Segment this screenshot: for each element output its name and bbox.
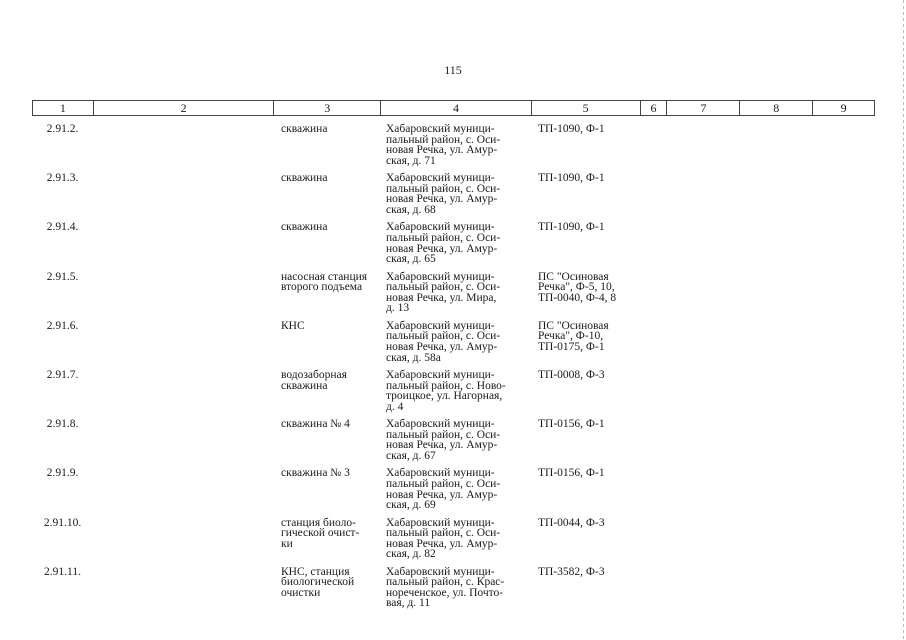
object-name: скважина № 4 — [281, 418, 350, 431]
object-name: КНС, станция биологической очистки — [281, 565, 355, 599]
power-source: ТП-0156, Ф-1 — [538, 467, 605, 480]
table-row — [0, 220, 906, 269]
row-number: 2.91.5. — [46, 270, 79, 283]
object-address: Хабаровский муници- пальный район, с. Оси- новая Речка, ул. Амур- ская, д. 71 — [386, 123, 501, 167]
table-row — [0, 466, 906, 515]
object-address: Хабаровский муници- пальный район, с. Оси- новая Речка, ул. Амур- ская, д. 68 — [386, 172, 501, 216]
object-address: Хабаровский муници- пальный район, с. Оси- новая Речка, ул. Амур- ская, д. 65 — [386, 221, 501, 266]
header-col-3: 3 — [274, 101, 381, 115]
power-source: ПС "Осиновая Речка", Ф-5, 10, ТП-0040, Ф-4, 8 — [538, 270, 617, 304]
object-address: Хабаровский муници- пальный район, с. Оси- новая Речка, ул. Амур- ская, д. 69 — [386, 467, 501, 512]
row-number: 2.91.11. — [44, 565, 81, 578]
table-row — [0, 565, 906, 614]
header-col-7: 7 — [667, 101, 740, 115]
row-number: 2.91.10. — [43, 516, 82, 529]
object-address: Хабаровский муници- пальный район, с. Оси- новая Речка, ул. Амур- ская, д. 58а — [386, 319, 501, 364]
table-body — [0, 122, 906, 614]
header-col-8: 8 — [740, 101, 813, 115]
object-name: скважина — [281, 221, 328, 234]
power-source: ТП-0044, Ф-3 — [538, 516, 605, 529]
power-source: ТП-1090, Ф-1 — [538, 123, 605, 135]
power-source: ТП-0156, Ф-1 — [538, 418, 605, 431]
page-number: 115 — [444, 63, 462, 77]
object-name: водозаборная скважина — [281, 368, 347, 392]
page-edge-divider — [903, 0, 904, 640]
table-row — [0, 319, 906, 368]
object-address: Хабаровский муници- пальный район, с. Ново- троицкое, ул. Нагорная, д. 4 — [386, 368, 506, 413]
row-number: 2.91.3. — [46, 172, 79, 185]
header-col-4: 4 — [381, 101, 532, 115]
table-row — [0, 417, 906, 466]
object-name: скважина — [281, 172, 328, 185]
row-number: 2.91.2. — [46, 123, 79, 135]
power-source: ТП-0008, Ф-3 — [538, 368, 605, 381]
table-row — [0, 122, 906, 171]
power-source: ТП-3582, Ф-3 — [538, 565, 605, 578]
object-name: станция биоло- гической очист- ки — [281, 516, 360, 550]
row-number: 2.91.6. — [46, 319, 79, 332]
row-number: 2.91.8. — [46, 418, 79, 431]
object-name: скважина № 3 — [281, 467, 350, 480]
object-address: Хабаровский муници- пальный район, с. Крас- нореченское, ул. Почто- вая, д. 11 — [386, 565, 505, 610]
table-row — [0, 368, 906, 417]
object-name: скважина — [281, 123, 328, 135]
header-col-6: 6 — [641, 101, 668, 115]
row-number: 2.91.9. — [46, 467, 79, 480]
power-source: ТП-1090, Ф-1 — [538, 221, 605, 234]
object-address: Хабаровский муници- пальный район, с. Оси- новая Речка, ул. Мира, д. 13 — [386, 270, 501, 315]
table-row — [0, 270, 906, 319]
power-source: ПС "Осиновая Речка", Ф-10, ТП-0175, Ф-1 — [538, 319, 609, 353]
header-col-9: 9 — [840, 101, 847, 115]
table-row — [0, 171, 906, 220]
header-col-2: 2 — [94, 101, 275, 115]
header-col-5: 5 — [532, 101, 641, 115]
table-header — [32, 100, 875, 116]
header-col-1: 1 — [33, 101, 94, 115]
object-address: Хабаровский муници- пальный район, с. Оси- новая Речка, ул. Амур- ская, д. 82 — [386, 516, 501, 561]
table-row — [0, 516, 906, 565]
row-number: 2.91.7. — [46, 368, 79, 381]
power-source: ТП-1090, Ф-1 — [538, 172, 605, 185]
row-number: 2.91.4. — [46, 221, 79, 234]
object-name: насосная станция второго подъема — [281, 270, 368, 294]
object-address: Хабаровский муници- пальный район, с. Оси- новая Речка, ул. Амур- ская, д. 67 — [386, 418, 501, 462]
object-name: КНС — [281, 319, 305, 332]
